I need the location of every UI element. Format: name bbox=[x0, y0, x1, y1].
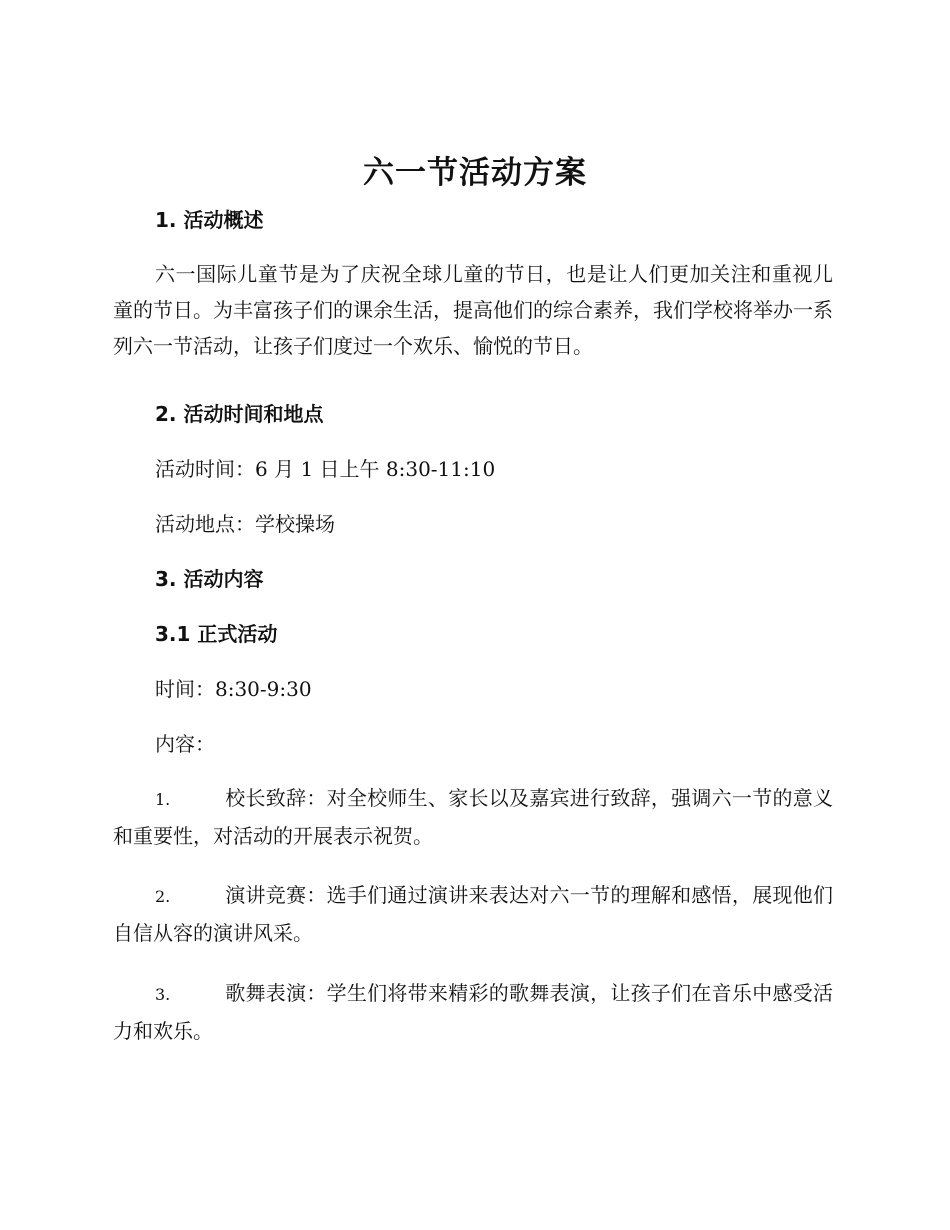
list-item-number: 3. bbox=[155, 985, 171, 1004]
formal-activity-time: 时间：8:30-9:30 bbox=[155, 677, 312, 701]
document-title: 六一节活动方案 bbox=[363, 155, 587, 191]
activity-place: 活动地点：学校操场 bbox=[155, 512, 335, 536]
content-label: 内容： bbox=[155, 732, 215, 756]
section-heading-content: 3. 活动内容 bbox=[155, 567, 264, 591]
list-item bbox=[113, 877, 833, 951]
list-item-number: 1. bbox=[155, 790, 171, 809]
activity-time: 活动时间：6 月 1 日上午 8:30-11:10 bbox=[155, 457, 496, 481]
overview-paragraph: 六一国际儿童节是为了庆祝全球儿童的节日，也是让人们更加关注和重视儿童的节日。为丰富孩子们的课余生活，提高他们的综合素养，我们学校将举办一系列六一节活动，让孩子们度过一个欢乐、愉悦的节日。 bbox=[113, 262, 833, 358]
section-heading-overview: 1. 活动概述 bbox=[155, 208, 264, 232]
list-item bbox=[113, 780, 833, 854]
list-item-text: 演讲竞赛：选手们通过演讲来表达对六一节的理解和感悟，展现他们自信从容的演讲风采。 bbox=[113, 883, 833, 945]
subsection-heading-formal: 3.1 正式活动 bbox=[155, 622, 278, 646]
list-item-text: 校长致辞：对全校师生、家长以及嘉宾进行致辞，强调六一节的意义和重要性，对活动的开展表示祝贺。 bbox=[113, 786, 833, 848]
list-item bbox=[113, 975, 833, 1049]
section-heading-time-place: 2. 活动时间和地点 bbox=[155, 402, 324, 426]
list-item-text: 歌舞表演：学生们将带来精彩的歌舞表演，让孩子们在音乐中感受活力和欢乐。 bbox=[113, 981, 833, 1043]
list-item-number: 2. bbox=[155, 887, 171, 906]
